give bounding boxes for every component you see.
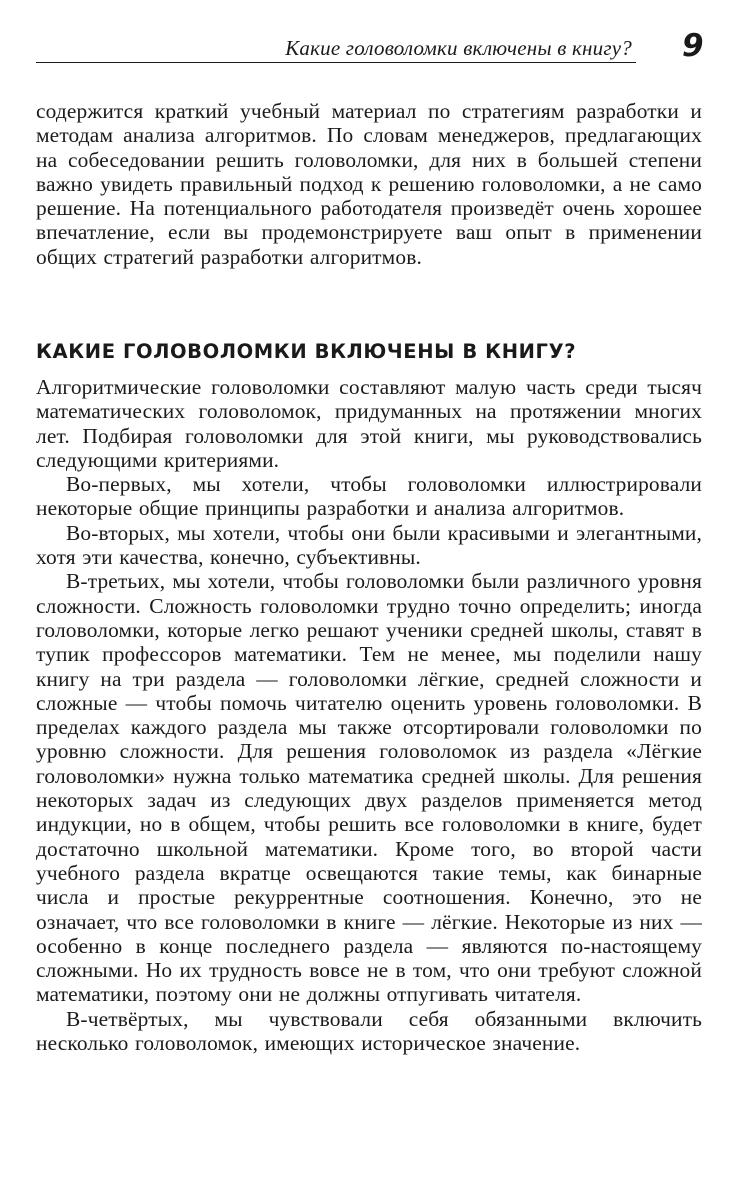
body-paragraph: В-четвёртых, мы чувствовали себя обязанными включить несколько головоломок, имеющих историческое значение.: [36, 1006, 702, 1056]
intro-paragraph: содержится краткий учебный материал по стратегиям разработки и методам анализа алгоритмов. По словам менеджеров, предлагающих на собеседовании решить головоломки, для них в большей степени важно увидеть правильный подход к решению головоломки, а не само решение. На потенциального работодателя произведёт очень хорошее впечатление, если вы продемонстрируете ваш опыт в применении общих стратегий разработки алгоритмов.: [36, 99, 702, 269]
section-body: [36, 375, 702, 1055]
running-header: [36, 34, 636, 63]
body-paragraph: Во-вторых, мы хотели, чтобы они были красивыми и элегантными, хотя эти качества, конечно, субъективны.: [36, 520, 702, 570]
intro-text: [36, 99, 702, 269]
section-heading: КАКИЕ ГОЛОВОЛОМКИ ВКЛЮЧЕНЫ В КНИГУ?: [36, 340, 577, 363]
running-title: Какие головоломки включены в книгу?: [285, 36, 632, 60]
body-paragraph: Алгоритмические головоломки составляют малую часть среди тысяч математических головоломок, придуманных на протяжении многих лет. Подбирая головоломки для этой книги, мы руководствовались следующими критериями.: [36, 375, 702, 472]
body-paragraph: В-третьих, мы хотели, чтобы головоломки были различного уровня сложности. Сложность головоломки трудно точно определить; иногда головоломки, которые легко решают ученики средней школы, ставят в тупик профессоров математики. Тем не менее, мы поделили нашу книгу на три раздела — головоломки лёгкие, средней сложности и сложные — чтобы помочь читателю оценить уровень головоломки. В пределах каждого раздела мы также отсортировали головоломки по уровню сложности. Для решения головоломок из раздела «Лёгкие головоломки» нужна только математика средней школы. Для решения некоторых задач из следующих двух разделов применяется метод индукции, но в общем, чтобы решить все головоломки в книге, будет достаточно школьной математики. Кроме того, во второй части учебного раздела вкратце освещаются такие темы, как бинарные числа и простые рекуррентные соотношения. Конечно, это не означает, что все головоломки в книге — лёгкие. Некоторые из них — особенно в конце последнего раздела — являются по-настоящему сложными. Но их трудность вовсе не в том, что они требуют сложной математики, поэтому они не должны отпугивать читателя.: [36, 569, 702, 1007]
body-paragraph: Во-первых, мы хотели, чтобы головоломки иллюстрировали некоторые общие принципы разработки и анализа алгоритмов.: [36, 472, 702, 521]
page-number: 9: [682, 28, 704, 64]
